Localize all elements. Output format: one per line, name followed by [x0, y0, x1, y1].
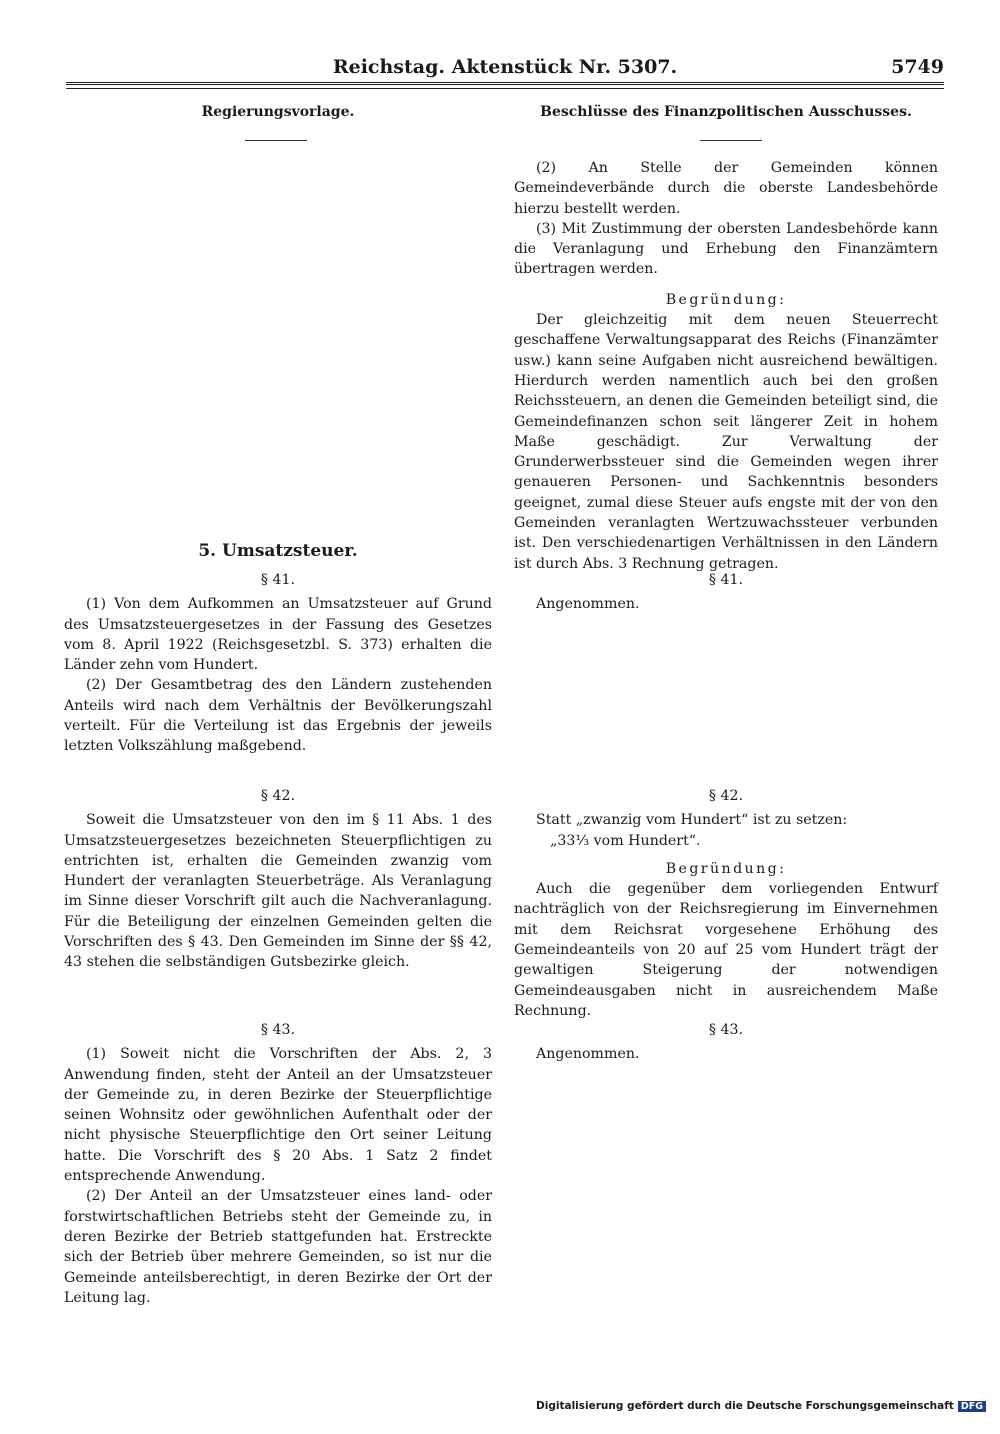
dfg-logo: DFG	[958, 1401, 986, 1412]
right-section-42	[514, 786, 938, 1021]
running-title: Reichstag. Aktenstück Nr. 5307.	[332, 56, 678, 78]
header-rule	[66, 82, 944, 89]
digitization-footer	[536, 1400, 986, 1412]
right-column-heading: Beschlüsse des Finanzpolitischen Ausschusses.	[540, 104, 912, 120]
right-s41-text: Angenommen.	[536, 596, 640, 613]
left-column-heading: Regierungsvorlage.	[201, 104, 355, 120]
right-s42-line-2: „33⅓ vom Hundert“.	[550, 832, 701, 849]
left-s43-paragraph-1: (1) Soweit nicht die Vorschriften der Abs. 2, 3 Anwendung finden, steht der Anteil an der Umsatzsteuer der Gemeinde zu, in deren Bezirke der Steuerpflichtige seinen Wohnsitz oder gewöhnlichen Aufenthalt oder der nicht physische Steuerpflichtige den Ort seiner Leitung hatte. Die Vorschrift des § 20 Abs. 1 Satz 2 findet entsprechende Anwendung.	[64, 1046, 492, 1185]
left-s41-paragraph-2: (2) Der Gesamtbetrag des den Ländern zustehenden Anteils wird nach dem Verhältnis der Bevölkerungszahl verteilt. Für die Verteilung ist das Ergebnis der jeweils letzten Volkszählung maßgebend.	[64, 677, 492, 755]
right-s43-label: § 43.	[708, 1022, 744, 1038]
right-s41-label: § 41.	[708, 572, 744, 588]
left-section-43	[64, 1020, 492, 1308]
right-paragraph-2: (2) An Stelle der Gemeinden können Gemeindeverbände durch die oberste Landesbehörde hierzu bestellt werden.	[514, 160, 938, 217]
left-s41-label: § 41.	[260, 572, 296, 588]
right-s43-text: Angenommen.	[536, 1046, 640, 1063]
begruendung-text: Der gleichzeitig mit dem neuen Steuerrecht geschaffene Verwaltungsapparat des Reichs (Finanzämter usw.) kann seine Aufgaben nicht ausreichend bewältigen. Hierdurch werden namentlich auch bei den großen Reichssteuern, an denen die Gemeinden beteiligt sind, die Gemeindefinanzen schon seit längerer Zeit in hohem Maße geschädigt. Zur Verwaltung der Grunderwerbssteuer sind die Gemeinden wegen ihrer genaueren Personen- und Sachkenntnis besonders geeignet, zumal diese Steuer aufs engste mit der von den Gemeinden veranlagten Wertzuwachssteuer verbunden ist. Den verschiedenartigen Verhältnissen in den Ländern ist durch Abs. 3 Rechnung getragen.	[514, 312, 938, 572]
right-heading-rule	[700, 140, 762, 141]
page-number: 5749	[891, 56, 944, 78]
right-top-block	[514, 158, 938, 574]
begruendung-label: Begründung:	[665, 291, 787, 308]
right-section-41	[514, 570, 938, 615]
right-paragraph-3: (3) Mit Zustimmung der obersten Landesbehörde kann die Veranlagung und Erhebung den Finanzämtern übertragen werden.	[514, 220, 938, 278]
right-s42-begruendung-label: Begründung:	[665, 860, 787, 877]
left-s42-label: § 42.	[260, 788, 296, 804]
right-section-43	[514, 1020, 938, 1065]
page-header	[66, 56, 944, 86]
section-title: 5. Umsatzsteuer.	[198, 541, 358, 561]
right-s42-label: § 42.	[708, 788, 744, 804]
footer-text: Digitalisierung gefördert durch die Deutsche Forschungsgemeinschaft	[536, 1400, 954, 1412]
left-heading-rule	[245, 140, 307, 141]
left-s42-paragraph: Soweit die Umsatzsteuer von den im § 11 Abs. 1 des Umsatzsteuergesetzes bezeichneten Steuerpflichtigen zu entrichten ist, erhalten die Gemeinden zwanzig vom Hundert der veranlagten Steuerbeträge. Als Veranlagung im Sinne dieser Vorschrift gilt auch die Nachveranlagung. Für die Beteiligung der einzelnen Gemeinden gelten die Vorschriften des § 43. Den Gemeinden im Sinne der §§ 42, 43 stehen die selbständigen Gutsbezirke gleich.	[64, 812, 492, 971]
left-section-42	[64, 786, 492, 973]
left-s43-paragraph-2: (2) Der Anteil an der Umsatzsteuer eines land- oder forstwirtschaftlichen Betriebs steht der Gemeinde zu, in deren Bezirke der Betrieb stattgefunden hat. Erstreckte sich der Betrieb über mehrere Gemeinden, so ist nur die Gemeinde anteilsberechtigt, in deren Bezirke der Ort der Leitung lag.	[64, 1188, 492, 1306]
left-s43-label: § 43.	[260, 1022, 296, 1038]
right-s42-line-1: Statt „zwanzig vom Hundert“ ist zu setzen:	[536, 812, 848, 829]
left-s41-paragraph-1: (1) Von dem Aufkommen an Umsatzsteuer auf Grund des Umsatzsteuergesetzes in der Fassung des Gesetzes vom 8. April 1922 (Reichsgesetzbl. S. 373) erhalten die Länder zehn vom Hundert.	[64, 596, 492, 674]
right-s42-begruendung-text: Auch die gegenüber dem vorliegenden Entwurf nachträglich von der Reichsregierung im Einvernehmen mit dem Reichsrat vorgesehene Erhöhung des Gemeindeanteils von 20 auf 25 vom Hundert trägt der gewaltigen Steigerung der notwendigen Gemeindeausgaben nicht in ausreichendem Maße Rechnung.	[514, 881, 938, 1019]
left-section-41	[64, 570, 492, 757]
